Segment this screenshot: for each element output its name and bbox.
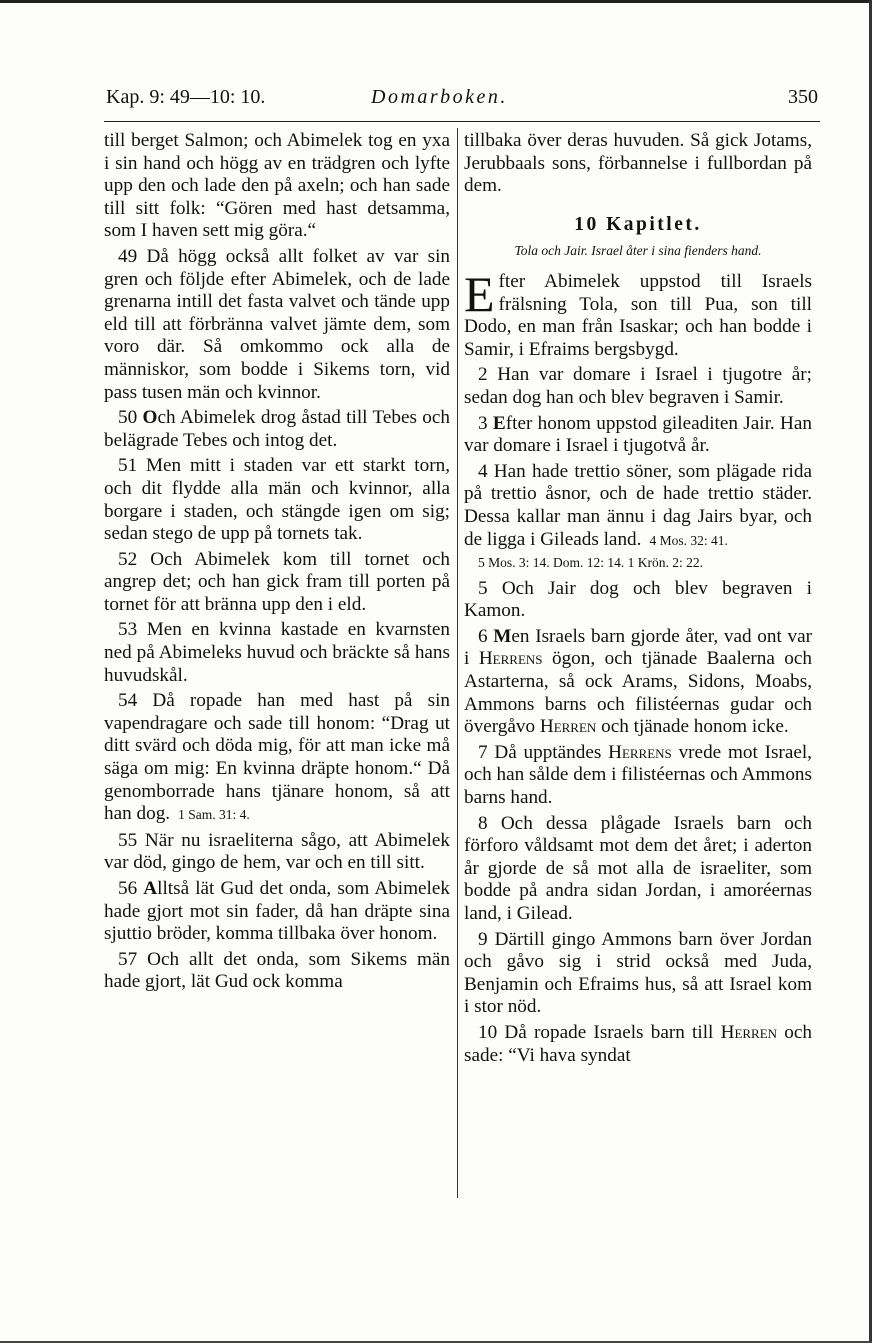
- verse-7: [464, 742, 812, 810]
- verse-4: [464, 461, 812, 575]
- verse-52: 52 Och Abimelek kom till tornet och angrep det; och han gick fram till porten på tornet för att bränna upp den i eld.: [104, 548, 450, 615]
- verse-3: [464, 413, 812, 458]
- verse-8: 8 Och dessa plågade Israels barn och förforo våldsamt mot dem det året; i aderton år gjorde de så mot alla de israeliter, som bodde på andra sidan Jordan, i amoréernas land, i Gilead.: [464, 812, 812, 924]
- cross-reference: 1 Sam. 31: 4.: [178, 807, 250, 823]
- verse-lead-letter: A: [143, 878, 158, 899]
- verse-lead-letter: E: [492, 412, 506, 434]
- verse-text: 54 Då ropade han med hast på sin vapendragare och sade till honom: “Drag ut ditt svärd och döda mig, för att man icke må säga om mig: En kvinna dräpte honom.“ Då genomborrade hans tjänare honom, så att han dog.: [104, 690, 450, 825]
- page-number: 350: [788, 86, 818, 108]
- verse-number: 3: [478, 412, 488, 434]
- divine-name: Herrens: [608, 741, 672, 763]
- verse-number: 50: [118, 407, 138, 429]
- scan-edge-top: [0, 0, 872, 3]
- header-rule: [104, 121, 820, 122]
- verse-text: 7 Då upptändes: [478, 741, 609, 763]
- verse-9: 9 Därtill gingo Ammons barn över Jordan och gåvo sig i strid också med Juda, Benjamin och Efraims hus, så att Israel kom i stor nöd.: [464, 928, 812, 1018]
- verse-10: [464, 1022, 812, 1067]
- verse-text: en Israels barn gjorde åter, vad ont var i: [464, 625, 812, 670]
- divine-name: Herren: [720, 1021, 778, 1043]
- verse-number: 6: [478, 625, 488, 647]
- chapter-title: 10 Kapitlet.: [574, 213, 702, 235]
- verse-lead-letter: O: [142, 407, 158, 429]
- verse-50: [104, 407, 450, 452]
- verse-text: och tjänade honom icke.: [596, 716, 789, 738]
- verse-text: lltså lät Gud det onda, som Abimelek hade gjort mot sin fader, då han dräpte sina sjuttio bröder, komma tillbaka över honom.: [104, 878, 450, 945]
- verse-text: 10 Då ropade Israels barn till: [478, 1021, 721, 1043]
- verse-57: 57 Och allt det onda, som Sikems män hade gjort, lät Gud ock komma: [104, 948, 450, 993]
- right-column: [464, 130, 812, 1070]
- verse-56: [104, 878, 450, 946]
- book-title: Domarboken.: [371, 86, 508, 108]
- left-column: [104, 130, 450, 997]
- verse-text: och sade: “Vi hava syndat: [464, 1021, 812, 1066]
- verse-54: [104, 690, 450, 827]
- cross-reference: 4 Mos. 32: 41.: [649, 532, 728, 548]
- divine-name: Herrens: [478, 648, 543, 670]
- drop-cap: E: [464, 265, 495, 322]
- divine-name: Herren: [539, 716, 597, 738]
- verse-53: 53 Men en kvinna kastade en kvarnsten ned på Abimeleks huvud och bräckte så hans huvudskål.: [104, 619, 450, 686]
- verse-number: 56: [118, 878, 138, 899]
- verse-text: vrede mot Israel, och han sålde dem i filistéernas och Ammons barns hand.: [464, 741, 812, 809]
- verse-55: 55 När nu israeliterna sågo, att Abimelek var död, gingo de hem, var och en till sitt.: [104, 829, 450, 874]
- verse-49: 49 Då högg också allt folket av var sin gren och följde efter Abimelek, och de lade grenarna intill det fasta valvet och tände upp eld till att förbränna valvet jämte dem, som voro där. Så omkommo ock alla de människor, som bodde i Sikems torn, vid pass tusen män och kvinnor.: [104, 245, 450, 403]
- running-header: [106, 86, 818, 120]
- verse-1: [464, 265, 812, 361]
- verse-text: fter honom uppstod gileaditen Jair. Han var domare i Israel i tjugotvå år.: [464, 412, 812, 457]
- continuation-paragraph: tillbaka över deras huvuden. Så gick Jotams, Jerubbaals sons, förbannelse i fullbordan på dem.: [464, 130, 812, 197]
- chapter-summary: Tola och Jair. Israel åter i sina fienders hand.: [514, 243, 762, 259]
- continuation-paragraph: till berget Salmon; och Abimelek tog en yxa i sin hand och högg av en trädgren och lyfte upp den och lade den på axeln; och han sade till sitt folk: “Gören med hast detsamma, som I haven sett mig göra.“: [104, 130, 450, 242]
- verse-5: 5 Och Jair dog och blev begraven i Kamon.: [464, 577, 812, 622]
- verse-text: 4 Han hade trettio söner, som plägade rida på trettio åsnor, och de hade trettio städer. Dessa kallar man ännu i dag Jairs byar, och de ligga i Gileads land.: [464, 460, 812, 550]
- verse-lead-letter: M: [493, 625, 512, 647]
- verse-text: fter Abimelek uppstod till Israels frälsning Tola, son till Pua, son till Dodo, en man från Isaskar; och han bodde i Samir, i Efraims bergsbygd.: [464, 270, 812, 360]
- verse-51: 51 Men mitt i staden var ett starkt torn, och dit flydde alla män och kvinnor, alla borgare i staden, och stängde igen om sig; sedan stego de upp på tornets tak.: [104, 455, 450, 545]
- verse-6: [464, 626, 812, 739]
- cross-reference-line: 5 Mos. 3: 14. Dom. 12: 14. 1 Krön. 2: 22.: [478, 555, 704, 571]
- verse-text: ch Abimelek drog åstad till Tebes och belägrade Tebes och intog det.: [104, 407, 450, 451]
- verse-text: ögon, och tjänade Baalerna och Astarterna, så ock Arams, Sidons, Moabs, Ammons barns och filistéernas gudar och övergåvo: [464, 648, 813, 738]
- column-divider: [457, 128, 458, 1198]
- chapter-reference: Kap. 9: 49—10: 10.: [106, 86, 266, 108]
- verse-2: 2 Han var domare i Israel i tjugotre år; sedan dog han och blev begraven i Samir.: [464, 364, 812, 408]
